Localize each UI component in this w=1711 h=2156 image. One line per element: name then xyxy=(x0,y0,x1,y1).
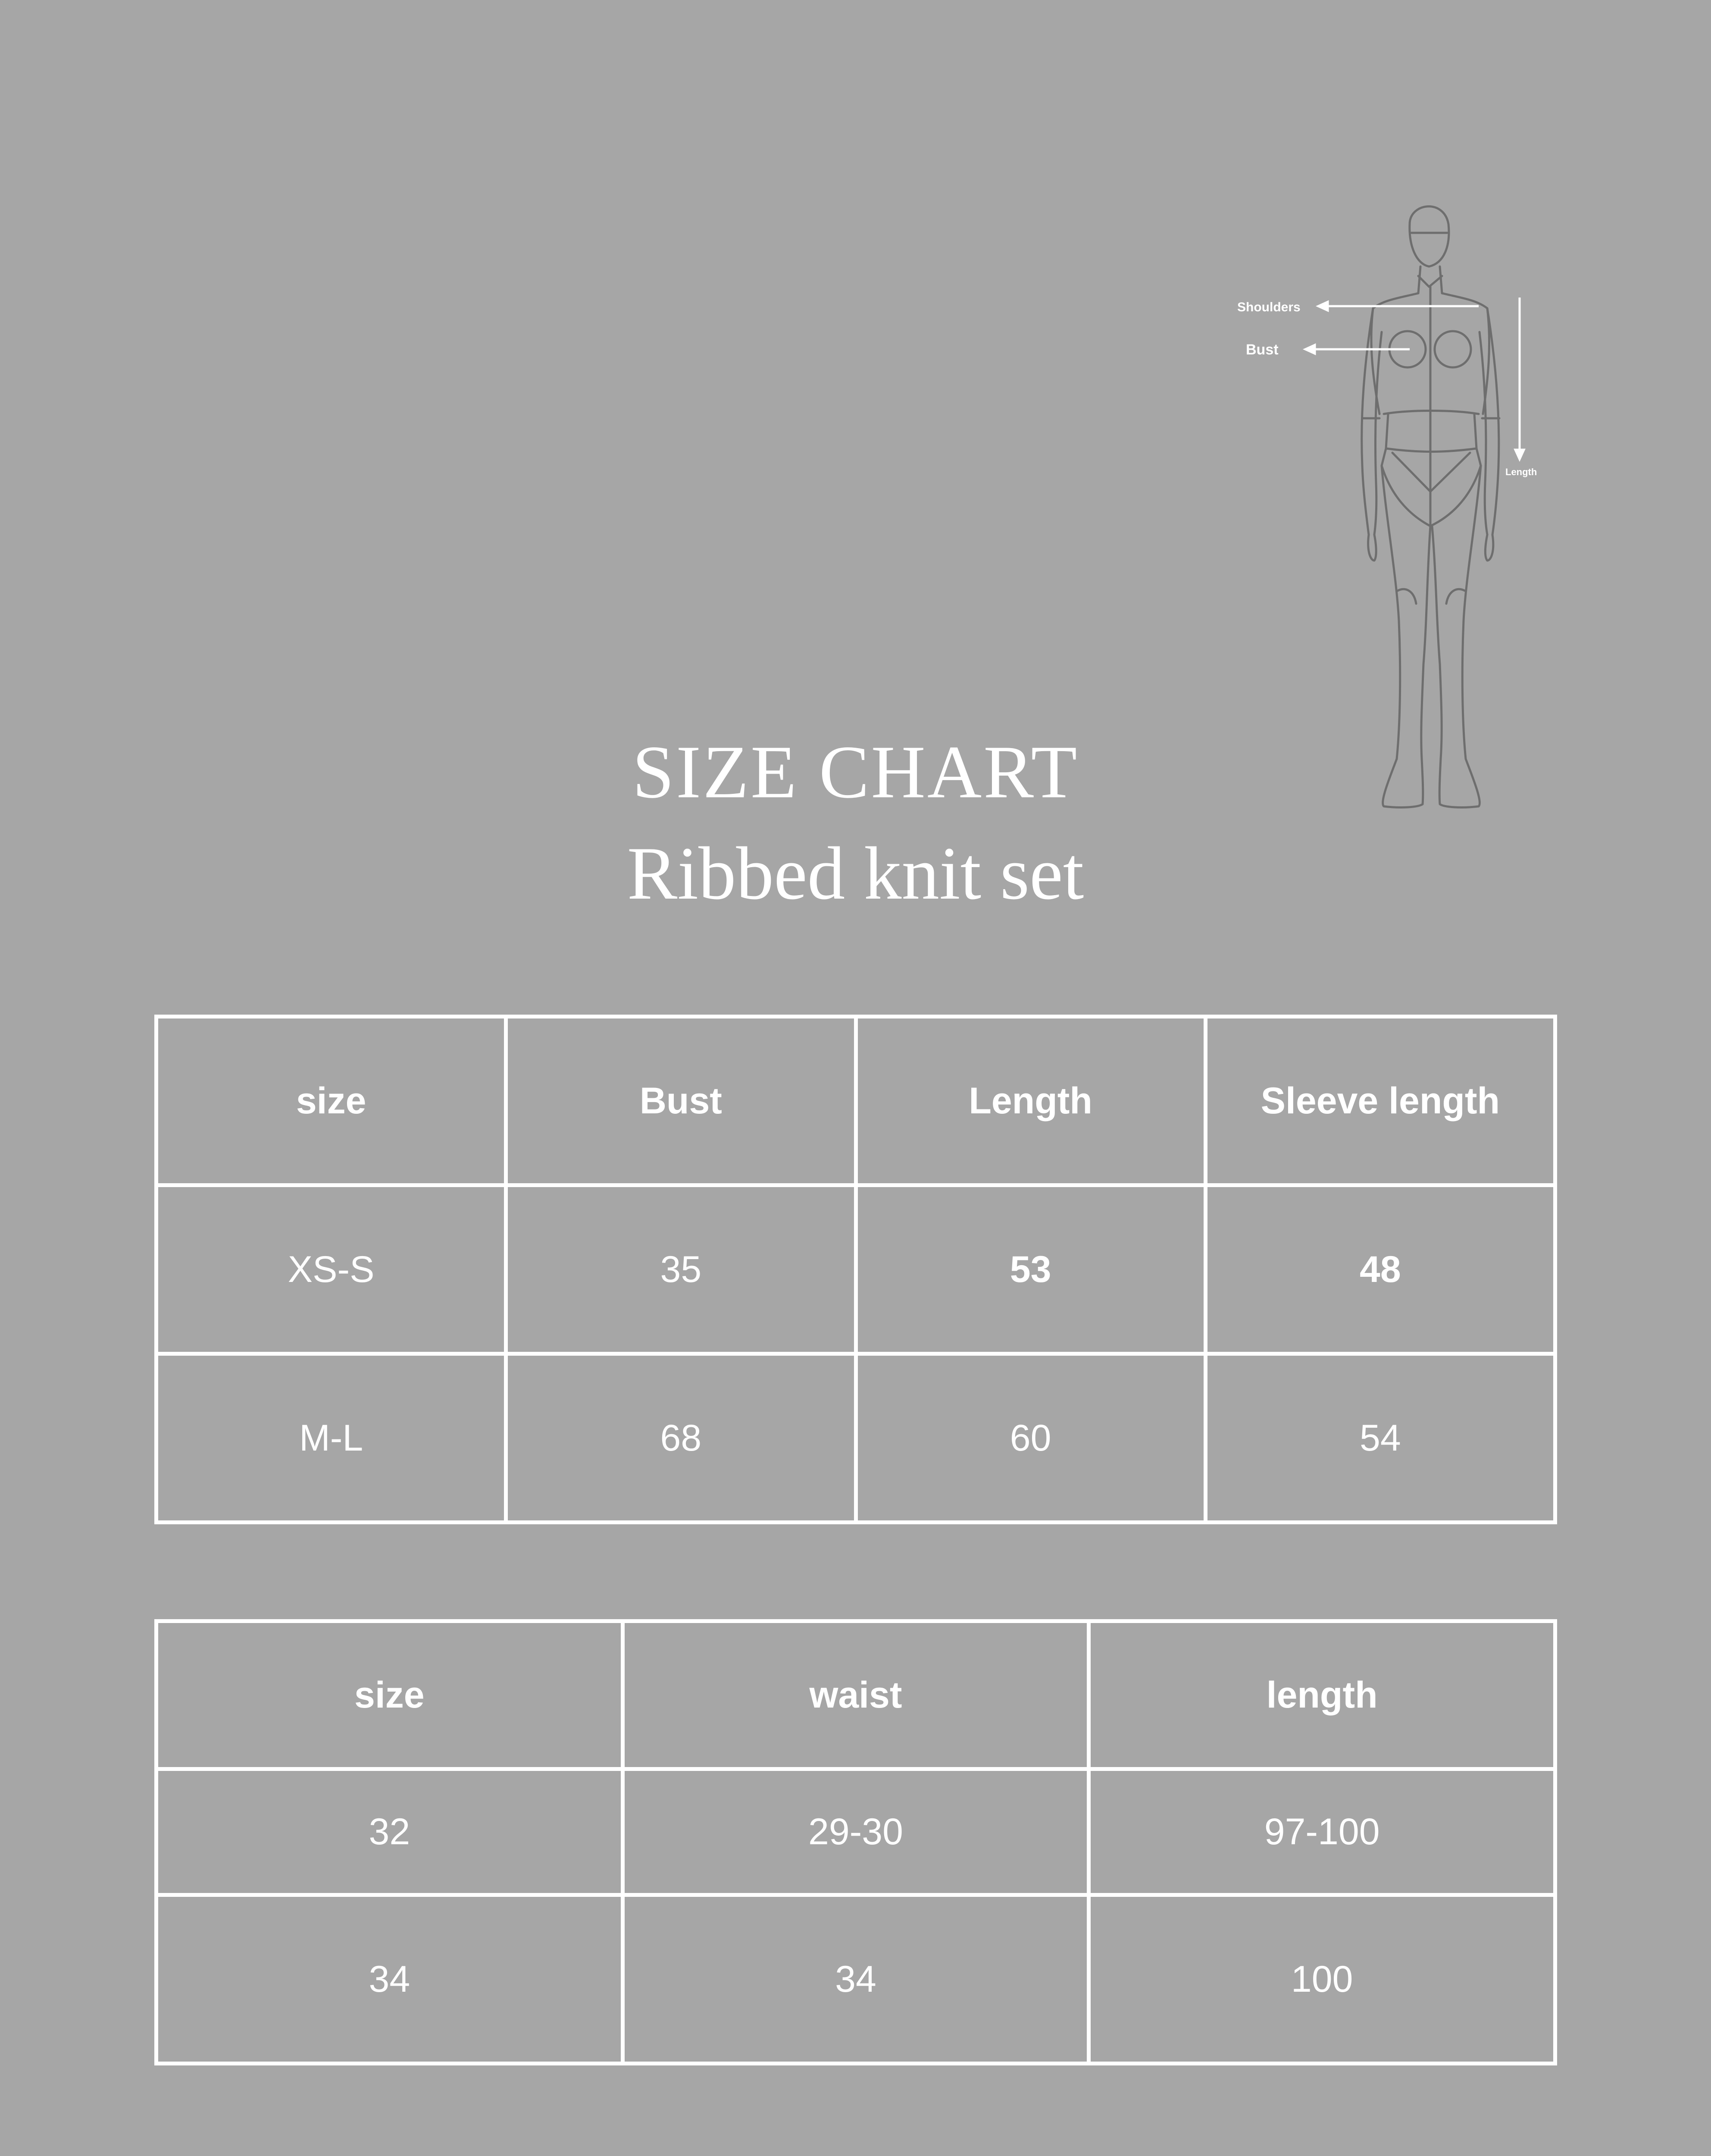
shoulders-label: Shoulders xyxy=(1237,300,1301,314)
header-bust: Bust xyxy=(506,1017,856,1185)
cell-size: 32 xyxy=(156,1769,623,1895)
header-sleeve-length: Sleeve length xyxy=(1205,1017,1555,1185)
cell-length: 60 xyxy=(856,1354,1205,1523)
header-waist: waist xyxy=(622,1621,1089,1769)
cell-bust: 35 xyxy=(506,1185,856,1354)
table-row xyxy=(156,1769,1555,1895)
cell-waist: 29-30 xyxy=(622,1769,1089,1895)
table-row xyxy=(156,1895,1555,2064)
cell-bust: 68 xyxy=(506,1354,856,1523)
header-size: size xyxy=(156,1017,506,1185)
cell-length: 53 xyxy=(856,1185,1205,1354)
header-length: Length xyxy=(856,1017,1205,1185)
cell-size: 34 xyxy=(156,1895,623,2064)
table-header-row xyxy=(156,1621,1555,1769)
table-row xyxy=(156,1354,1555,1523)
fashion-figure-icon xyxy=(1237,190,1548,819)
bust-label: Bust xyxy=(1246,342,1279,358)
page-title: SIZE CHART xyxy=(632,730,1079,814)
table-row xyxy=(156,1185,1555,1354)
cell-waist: 34 xyxy=(622,1895,1089,2064)
cell-sleeve-length: 54 xyxy=(1205,1354,1555,1523)
cell-length: 97-100 xyxy=(1089,1769,1555,1895)
header-size: size xyxy=(156,1621,623,1769)
page-subtitle: Ribbed knit set xyxy=(627,831,1084,915)
header-length: length xyxy=(1089,1621,1555,1769)
cell-size: M-L xyxy=(156,1354,506,1523)
bottom-size-table xyxy=(154,1619,1557,2065)
cell-sleeve-length: 48 xyxy=(1205,1185,1555,1354)
cell-length: 100 xyxy=(1089,1895,1555,2064)
table-header-row xyxy=(156,1017,1555,1185)
cell-size: XS-S xyxy=(156,1185,506,1354)
top-size-table xyxy=(154,1015,1557,1524)
length-label: Length xyxy=(1505,467,1537,477)
